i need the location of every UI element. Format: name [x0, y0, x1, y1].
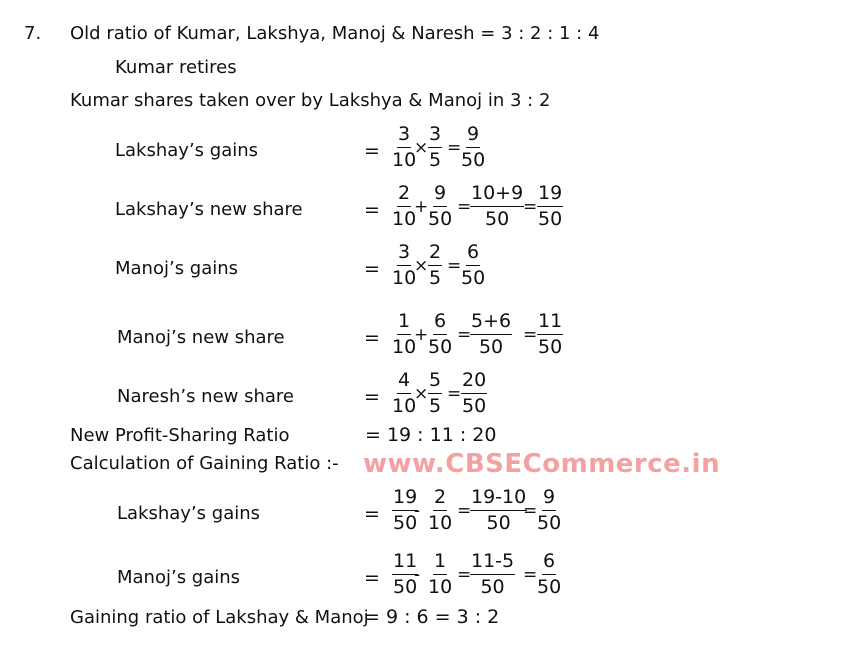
fraction	[461, 242, 485, 289]
fraction	[537, 487, 561, 534]
denominator: 50	[478, 336, 504, 358]
row-label: Manoj’s gains	[117, 567, 241, 588]
equals-sign: =	[364, 258, 380, 280]
operator: ×	[414, 256, 429, 276]
operator: =	[523, 565, 538, 585]
final-label: Gaining ratio of Lakshay & Manoj	[70, 607, 369, 628]
operator: +	[414, 197, 429, 217]
numerator: 9	[466, 124, 480, 148]
equals-sign: =	[364, 327, 380, 349]
denominator: 50	[480, 576, 505, 598]
fraction	[537, 311, 563, 358]
operator: =	[457, 197, 472, 217]
denominator: 10	[392, 208, 417, 230]
operator: =	[447, 384, 462, 404]
equals-sign: =	[364, 140, 380, 162]
row-label: Lakshay’s gains	[117, 503, 261, 524]
equals-sign: =	[364, 386, 380, 408]
operator: =	[457, 325, 472, 345]
denominator: 10	[392, 336, 417, 358]
fraction	[428, 551, 452, 598]
numerator: 3	[428, 124, 442, 148]
retires-line: Kumar retires	[115, 57, 237, 78]
taken-over-line: Kumar shares taken over by Lakshya & Manoj in 3 : 2	[70, 90, 551, 111]
operator: -	[414, 501, 421, 521]
fraction	[470, 183, 524, 230]
numerator: 4	[397, 370, 411, 394]
denominator: 50	[428, 208, 453, 230]
numerator: 11-5	[470, 551, 515, 575]
operator: =	[447, 256, 462, 276]
operator: =	[457, 501, 472, 521]
numerator: 2	[397, 183, 411, 207]
fraction	[392, 242, 416, 289]
denominator: 50	[461, 267, 486, 289]
denominator: 50	[537, 576, 562, 598]
denominator: 10	[392, 267, 417, 289]
operator: =	[523, 325, 538, 345]
operator: =	[523, 501, 538, 521]
numerator: 9	[433, 183, 447, 207]
equals-sign: =	[364, 503, 380, 525]
fraction	[537, 183, 563, 230]
fraction	[470, 487, 527, 534]
operator: ×	[414, 384, 429, 404]
denominator: 50	[486, 512, 511, 534]
operator: =	[457, 565, 472, 585]
operator: =	[523, 197, 538, 217]
numerator: 1	[397, 311, 411, 335]
new-ratio-label: New Profit-Sharing Ratio	[70, 425, 290, 446]
denominator: 10	[392, 149, 417, 171]
operator: ×	[414, 138, 429, 158]
fraction	[428, 183, 452, 230]
new-ratio-value: = 19 : 11 : 20	[365, 424, 497, 446]
denominator: 50	[485, 208, 510, 230]
fraction	[392, 311, 416, 358]
denominator: 50	[393, 512, 418, 534]
denominator: 10	[428, 576, 453, 598]
numerator: 6	[433, 311, 447, 335]
fraction	[392, 370, 416, 417]
equals-sign: =	[364, 199, 380, 221]
numerator: 19	[537, 183, 563, 207]
numerator: 3	[397, 242, 411, 266]
numerator: 3	[397, 124, 411, 148]
denominator: 50	[461, 149, 486, 171]
equals-sign: =	[364, 567, 380, 589]
operator: =	[447, 138, 462, 158]
denominator: 50	[428, 336, 453, 358]
numerator: 11	[392, 551, 418, 575]
numerator: 11	[537, 311, 563, 335]
denominator: 50	[537, 512, 562, 534]
numerator: 5	[428, 370, 442, 394]
operator: +	[414, 325, 429, 345]
numerator: 1	[433, 551, 447, 575]
fraction	[428, 242, 442, 289]
fraction	[461, 124, 485, 171]
fraction	[470, 551, 515, 598]
watermark: www.CBSECommerce.in	[363, 449, 721, 479]
operator: -	[414, 565, 421, 585]
old-ratio-line: Old ratio of Kumar, Lakshya, Manoj & Naresh = 3 : 2 : 1 : 4	[70, 23, 600, 44]
denominator: 50	[538, 208, 563, 230]
final-value: = 9 : 6 = 3 : 2	[364, 606, 500, 628]
fraction	[537, 551, 561, 598]
row-label: Manoj’s new share	[117, 327, 285, 348]
fraction	[470, 311, 512, 358]
denominator: 5	[429, 395, 442, 417]
numerator: 9	[542, 487, 556, 511]
numerator: 6	[542, 551, 556, 575]
numerator: 6	[466, 242, 480, 266]
fraction	[392, 183, 416, 230]
numerator: 19-10	[470, 487, 527, 511]
denominator: 50	[538, 336, 563, 358]
fraction	[392, 124, 416, 171]
gaining-ratio-heading: Calculation of Gaining Ratio :-	[70, 453, 339, 474]
denominator: 50	[393, 576, 418, 598]
fraction	[428, 487, 452, 534]
fraction	[428, 370, 442, 417]
numerator: 2	[433, 487, 447, 511]
numerator: 2	[428, 242, 442, 266]
denominator: 10	[392, 395, 417, 417]
denominator: 50	[462, 395, 487, 417]
numerator: 10+9	[470, 183, 524, 207]
denominator: 5	[429, 149, 442, 171]
question-number: 7.	[24, 23, 42, 44]
denominator: 5	[429, 267, 442, 289]
numerator: 19	[392, 487, 418, 511]
row-label: Lakshay’s new share	[115, 199, 303, 220]
denominator: 10	[428, 512, 453, 534]
fraction	[428, 311, 452, 358]
numerator: 20	[461, 370, 487, 394]
row-label: Manoj’s gains	[115, 258, 239, 279]
row-label: Naresh’s new share	[117, 386, 295, 407]
row-label: Lakshay’s gains	[115, 140, 259, 161]
fraction	[428, 124, 442, 171]
numerator: 5+6	[470, 311, 512, 335]
fraction	[461, 370, 487, 417]
